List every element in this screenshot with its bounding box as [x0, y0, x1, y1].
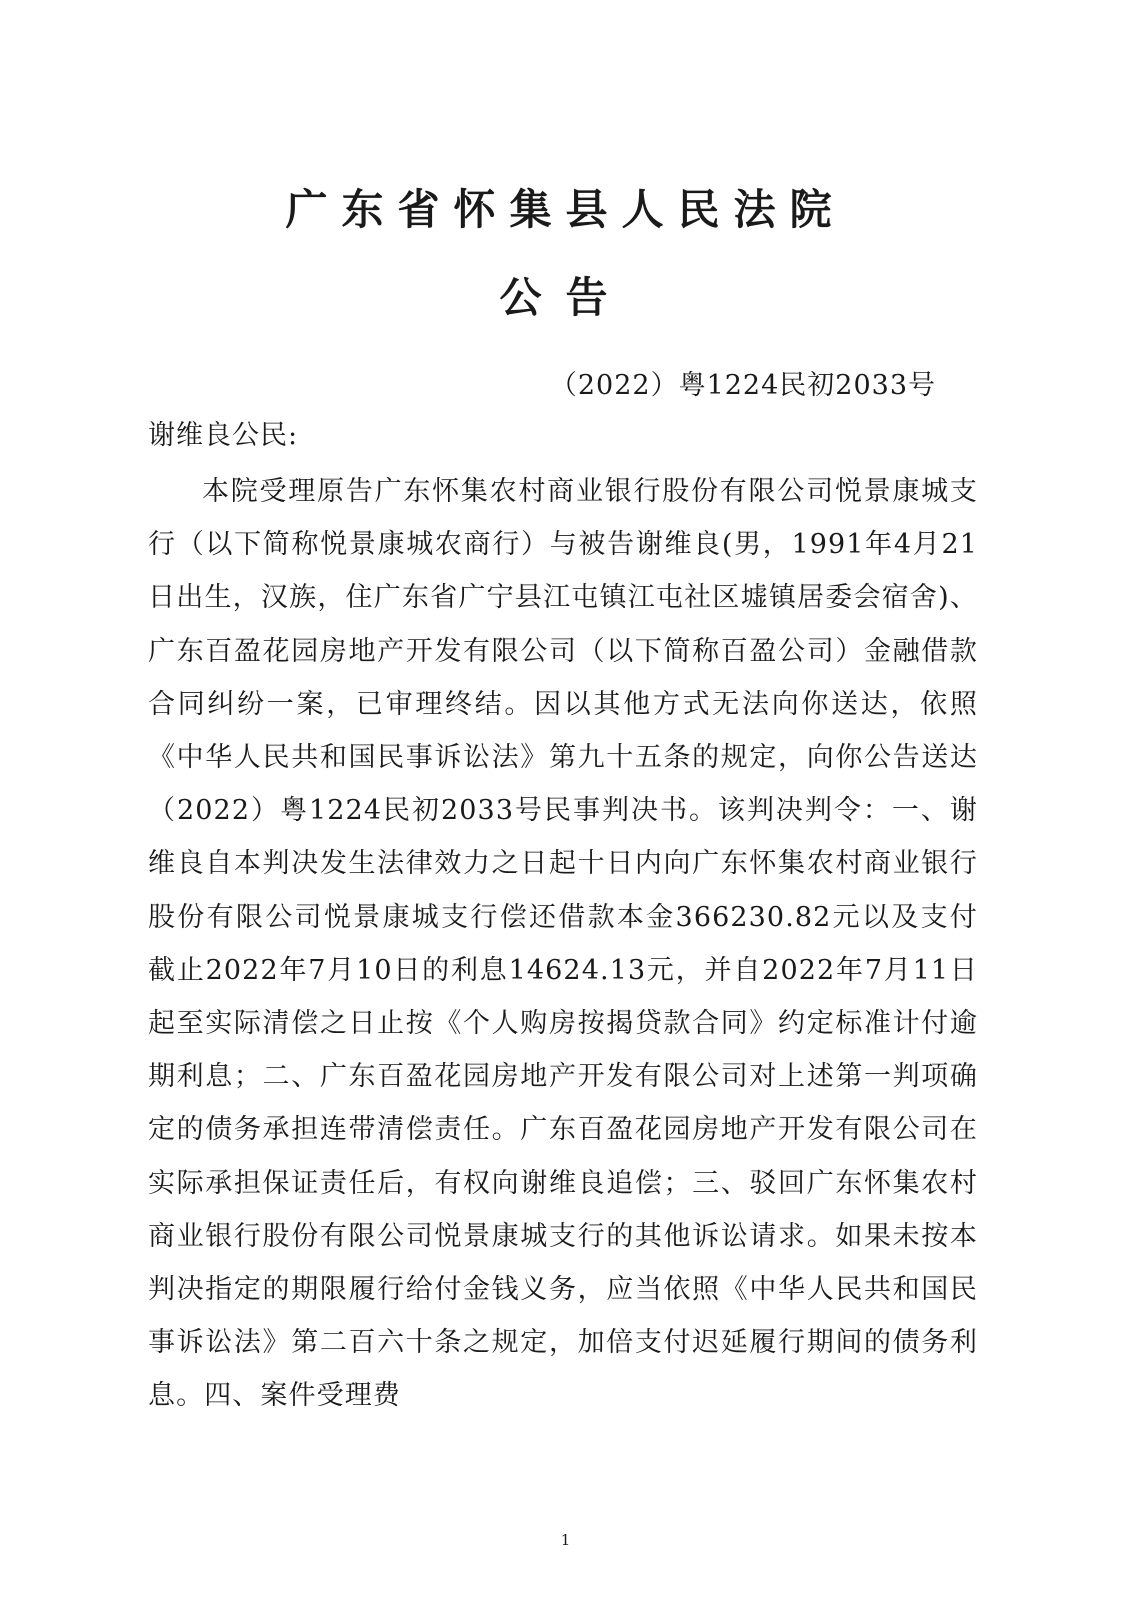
notice-body-paragraph: 本院受理原告广东怀集农村商业银行股份有限公司悦景康城支行（以下简称悦景康城农商行）与被告谢维良(男，1991年4月21日出生，汉族，住广东省广宁县江屯镇江屯社区墟镇居委会宿舍)、广东百盈花园房地产开发有限公司（以下简称百盈公司）金融借款合同纠纷一案，已审理终结。因以其他方式无法向你送达，依照《中华人民共和国民事诉讼法》第九十五条的规定，向你公告送达（2022）粤1224民初2033号民事判决书。该判决判令：一、谢维良自本判决发生法律效力之日起十日内向广东怀集农村商业银行股份有限公司悦景康城支行偿还借款本金366230.82元以及支付截止2022年7月10日的利息14624.13元，并自2022年7月11日起至实际清偿之日止按《个人购房按揭贷款合同》约定标准计付逾期利息；二、广东百盈花园房地产开发有限公司对上述第一判项确定的债务承担连带清偿责任。广东百盈花园房地产开发有限公司在实际承担保证责任后，有权向谢维良追偿；三、驳回广东怀集农村商业银行股份有限公司悦景康城支行的其他诉讼请求。如果未按本判决指定的期限履行给付金钱义务，应当依照《中华人民共和国民事诉讼法》第二百六十条之规定，加倍支付迟延履行期间的债务利息。四、案件受理费: [148, 476, 978, 1412]
case-number: （2022）粤1224民初2033号: [549, 370, 936, 401]
addressee: 谢维良公民:: [148, 420, 299, 451]
page-number: 1: [560, 1531, 571, 1549]
court-name-heading: 广东省怀集县人民法院: [285, 185, 846, 234]
document-type-heading: 公告: [499, 273, 632, 322]
